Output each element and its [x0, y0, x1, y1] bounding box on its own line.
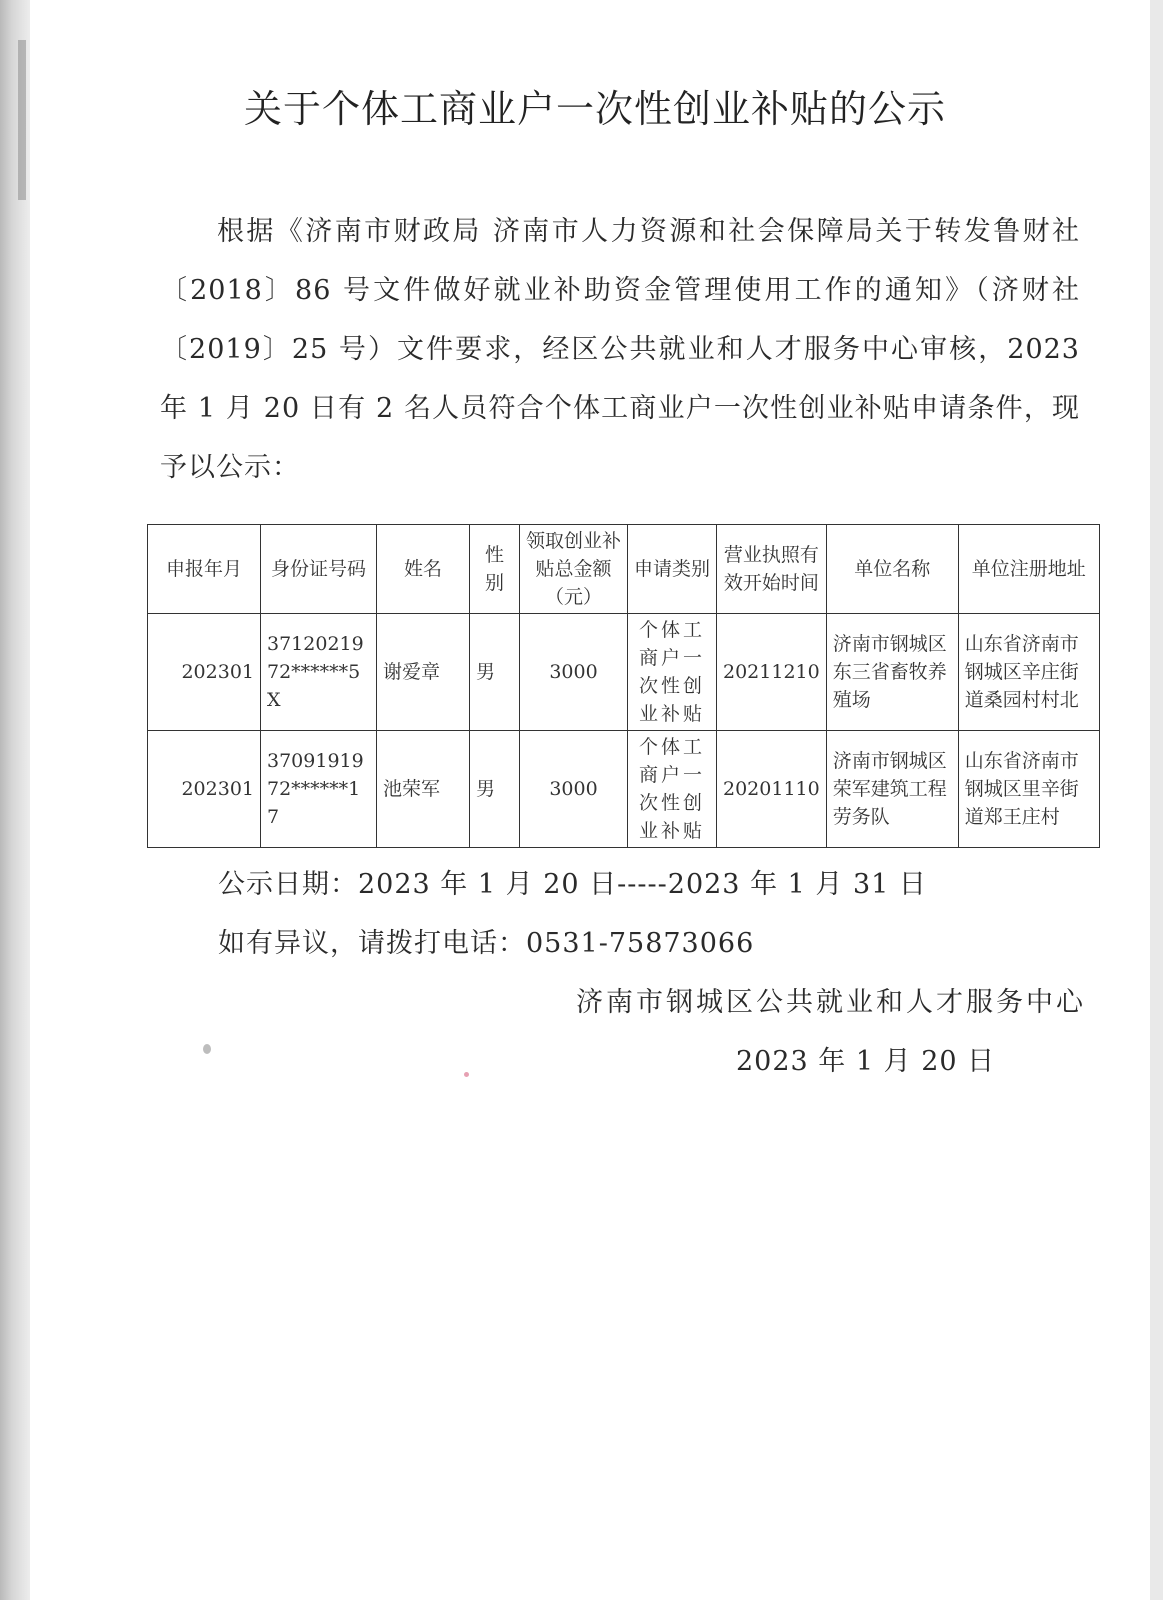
header-cell: 单位注册地址	[958, 525, 1099, 614]
document-title: 关于个体工商业户一次性创业补贴的公示	[243, 87, 946, 131]
signature-date: 2023 年 1 月 20 日	[736, 1046, 996, 1077]
recipients-table	[147, 524, 1100, 848]
publicity-period: 公示日期：2023 年 1 月 20 日-----2023 年 1 月 31 日	[218, 869, 927, 900]
cell-month: 202301	[148, 614, 261, 731]
scan-speck	[464, 1072, 469, 1077]
scan-edge	[0, 0, 30, 1600]
header-cell: 性别	[470, 525, 520, 614]
cell-company: 济南市钢城区荣军建筑工程劳务队	[826, 731, 958, 848]
cell-amount: 3000	[520, 614, 628, 731]
header-cell: 申报年月	[148, 525, 261, 614]
cell-amount: 3000	[520, 731, 628, 848]
cell-gender: 男	[470, 731, 520, 848]
cell-address: 山东省济南市钢城区辛庄街道桑园村村北	[958, 614, 1099, 731]
contact-line: 如有异议，请拨打电话：0531-75873066	[218, 928, 755, 959]
header-cell: 营业执照有效开始时间	[717, 525, 827, 614]
issuer: 济南市钢城区公共就业和人才服务中心	[576, 987, 1086, 1018]
cell-category: 个体工商户一次性创业补贴	[628, 614, 717, 731]
cell-gender: 男	[470, 614, 520, 731]
cell-license-date: 20201110	[717, 731, 827, 848]
cell-category: 个体工商户一次性创业补贴	[628, 731, 717, 848]
header-cell: 身份证号码	[261, 525, 377, 614]
cell-address: 山东省济南市钢城区里辛街道郑王庄村	[958, 731, 1099, 848]
scan-speck	[203, 1044, 211, 1054]
cell-license-date: 20211210	[717, 614, 827, 731]
header-cell: 领取创业补贴总金额（元）	[520, 525, 628, 614]
cell-name: 池荣军	[377, 731, 470, 848]
cell-company: 济南市钢城区东三省畜牧养殖场	[826, 614, 958, 731]
cell-name: 谢爱章	[377, 614, 470, 731]
header-cell: 姓名	[377, 525, 470, 614]
table-header-row	[148, 525, 1100, 614]
header-cell: 申请类别	[628, 525, 717, 614]
header-cell: 单位名称	[826, 525, 958, 614]
table-row	[148, 731, 1100, 848]
cell-month: 202301	[148, 731, 261, 848]
body-paragraph: 根据《济南市财政局 济南市人力资源和社会保障局关于转发鲁财社〔2018〕86 号文件做好就业补助资金管理使用工作的通知》（济财社〔2019〕25 号）文件要求，经区公共就业和人才服务中心审核，2023 年 1 月 20 日有 2 名人员符合个体工商业户一次性创业补贴申请条件，现予以公示：	[160, 216, 1080, 483]
cell-id: 3709191972******17	[261, 731, 377, 848]
table-row	[148, 614, 1100, 731]
cell-id: 3712021972******5X	[261, 614, 377, 731]
